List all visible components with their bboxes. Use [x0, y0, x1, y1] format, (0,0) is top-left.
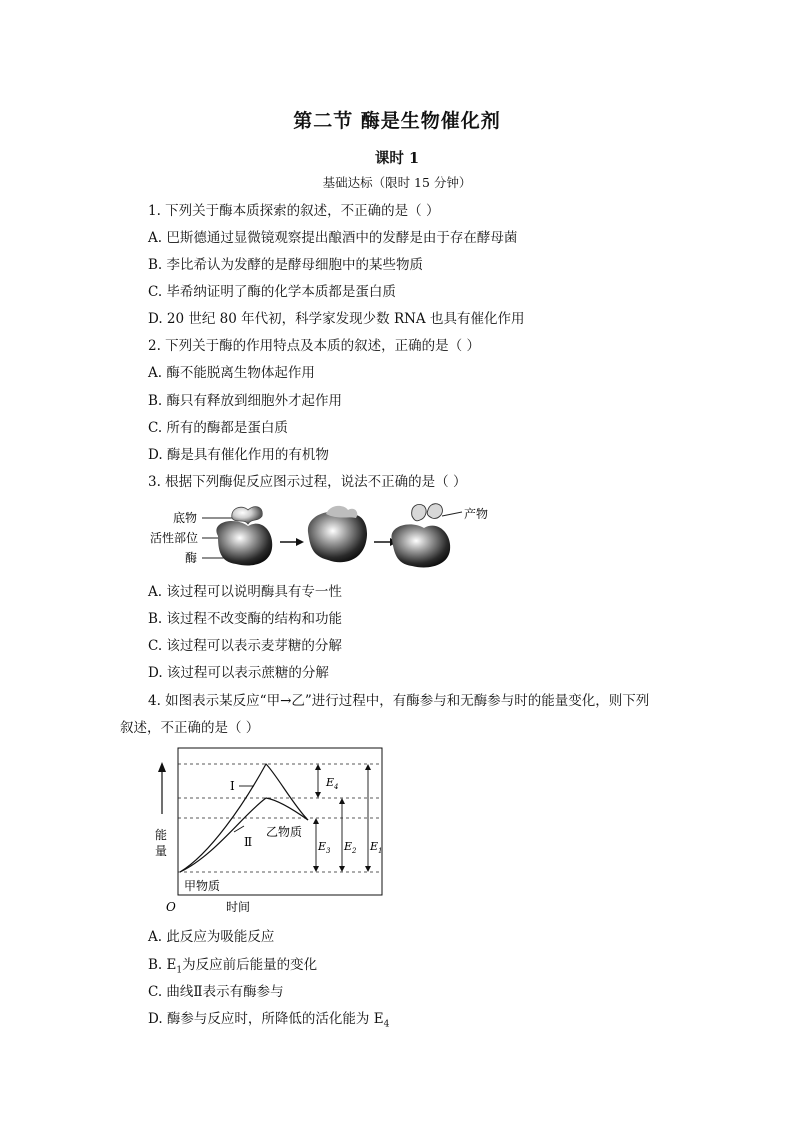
enzyme-label: 酶 — [185, 551, 198, 565]
q2-option-c: C. 所有的酶都是蛋白质 — [148, 420, 288, 436]
q1-option-b: B. 李比希认为发酵的是酵母细胞中的某些物质 — [148, 257, 424, 273]
product-label: 产物 — [464, 507, 489, 521]
y-axis-arrow-head — [158, 762, 166, 772]
e4-arrow-bottom — [315, 792, 321, 798]
q3-option-b: B. 该过程不改变酶的结构和功能 — [148, 611, 343, 627]
q3-option-a: A. 该过程可以说明酶具有专一性 — [148, 584, 342, 600]
q1-option-a: A. 巴斯德通过显微镜观察提出酿酒中的发酵是由于存在酵母菌 — [148, 230, 518, 246]
e3-arrow-bottom — [313, 866, 319, 872]
curve-1-label: Ⅰ — [230, 779, 235, 793]
q2-option-a: A. 酶不能脱离生物体起作用 — [148, 365, 315, 381]
e1-arrow-bottom — [365, 866, 371, 872]
q2-option-d: D. 酶是具有催化作用的有机物 — [148, 447, 329, 463]
q4-stem-line1: 4. 如图表示某反应“甲→乙”进行过程中，有酶参与和无酶参与时的能量变化，则下列 — [148, 693, 650, 709]
y-axis-label-1: 能 — [155, 828, 168, 842]
q4-option-b-sub: 1 — [176, 965, 183, 976]
active-site-label: 活性部位 — [150, 531, 199, 545]
reactant-text: 甲物质 — [184, 879, 221, 893]
q4-stem-line2: 叙述，不正确的是（ ） — [120, 720, 260, 736]
e1-arrow-top — [365, 764, 371, 770]
q3-option-d: D. 该过程可以表示蔗糖的分解 — [148, 665, 329, 681]
product-text: 乙物质 — [266, 825, 303, 839]
enzyme-reaction-figure — [148, 496, 498, 570]
e2-label: $E_2$ — [344, 840, 357, 855]
e3-arrow-top — [313, 818, 319, 824]
curve-2-label: Ⅱ — [244, 835, 253, 849]
arrow-1-head — [296, 538, 304, 546]
q4-option-c: C. 曲线Ⅱ表示有酶参与 — [148, 984, 284, 1000]
q3-stem: 3. 根据下列酶促反应图示过程，说法不正确的是（ ） — [148, 474, 467, 490]
page-title: 第二节 酶是生物催化剂 — [293, 110, 501, 132]
x-axis-label: 时间 — [226, 900, 251, 914]
q1-option-d: D. 20 世纪 80 年代初，科学家发现少数 RNA 也具有催化作用 — [148, 311, 525, 327]
q4-option-d-sub: 4 — [383, 1019, 390, 1030]
q1-stem: 1. 下列关于酶本质探索的叙述，不正确的是（ ） — [148, 203, 440, 219]
substrate-label: 底物 — [173, 511, 198, 525]
q4-option-a: A. 此反应为吸能反应 — [148, 929, 275, 945]
q4-option-b — [148, 953, 318, 976]
e4-arrow-top — [315, 764, 321, 770]
y-axis-label-2: 量 — [155, 844, 168, 858]
section-heading: 基础达标（限时 15 分钟） — [322, 175, 472, 190]
q3-option-c: C. 该过程可以表示麦芽糖的分解 — [148, 638, 342, 654]
product-pointer — [442, 512, 462, 516]
energy-diagram — [148, 744, 388, 916]
enzyme-shape-3 — [392, 524, 451, 567]
q2-stem: 2. 下列关于酶的作用特点及本质的叙述，正确的是（ ） — [148, 338, 480, 354]
q4-option-b-suffix: 为反应前后能量的变化 — [182, 957, 318, 973]
enzyme-substrate-complex — [308, 512, 367, 563]
q1-option-c: C. 毕希纳证明了酶的化学本质都是蛋白质 — [148, 284, 396, 300]
q4-option-b-prefix: B. E — [148, 957, 177, 973]
q4-option-d-prefix: D. 酶参与反应时，所降低的活化能为 E — [148, 1011, 384, 1027]
q2-option-b: B. 酶只有释放到细胞外才起作用 — [148, 393, 343, 409]
plot-frame — [178, 748, 382, 895]
product-piece-2 — [427, 504, 442, 519]
e3-label: $E_3$ — [318, 840, 331, 855]
e4-label: $E_4$ — [326, 776, 339, 791]
q4-option-d — [148, 1007, 390, 1030]
lesson-heading: 课时 1 — [374, 150, 420, 167]
enzyme-shape-1 — [216, 521, 272, 565]
e1-label: $E_1$ — [370, 840, 383, 855]
e2-arrow-top — [339, 798, 345, 804]
origin-label: O — [166, 900, 176, 914]
product-piece-1 — [412, 504, 426, 520]
e2-arrow-bottom — [339, 866, 345, 872]
